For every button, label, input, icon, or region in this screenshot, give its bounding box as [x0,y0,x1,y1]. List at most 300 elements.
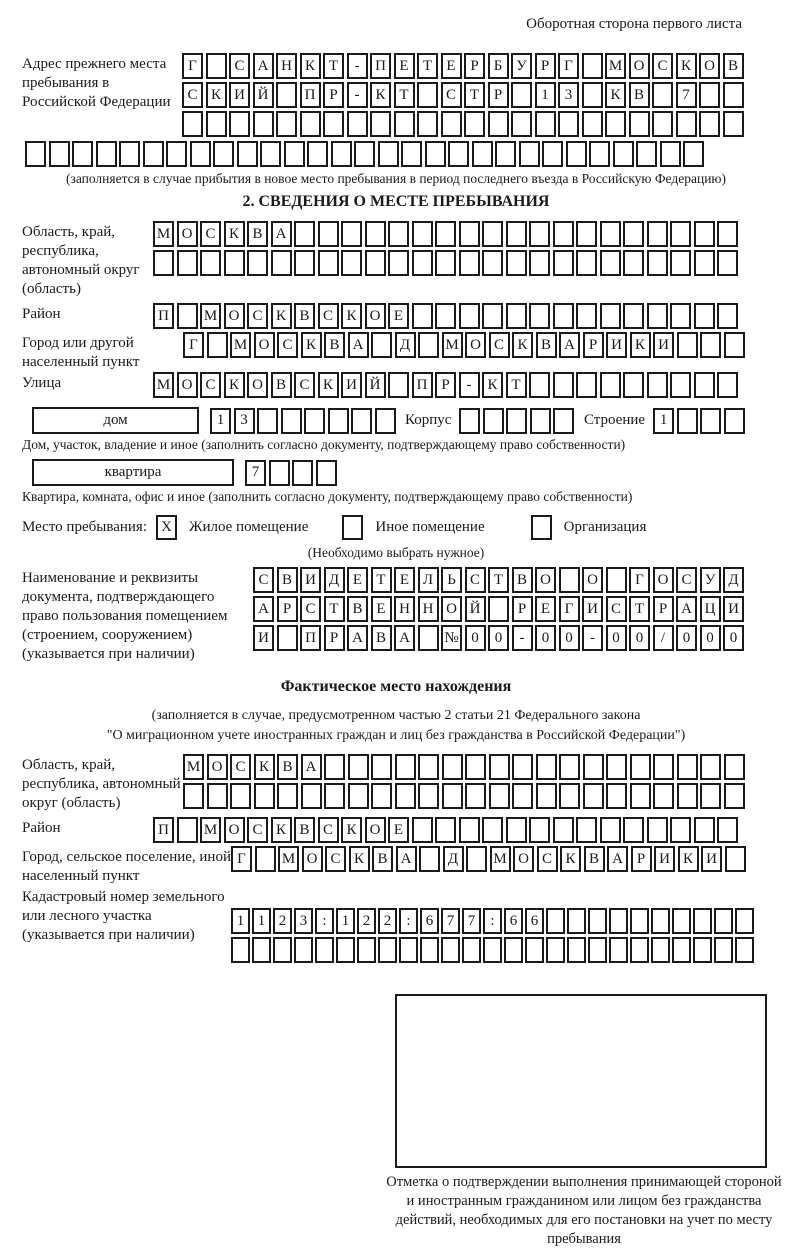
char-cell [529,221,550,247]
char-cell [341,221,362,247]
char-cell [412,817,433,843]
document-label: Наименование и реквизиты документа, подтверждающего право пользования помещением (строением, сооружением) (указывается при наличии) [22,570,228,662]
char-cell: / [653,625,674,651]
korpus-row [459,408,577,434]
char-cell [553,250,574,276]
char-cell [252,937,271,963]
district-row [153,303,741,329]
char-cell [465,783,486,809]
char-cell [323,111,344,137]
char-cell [694,817,715,843]
char-cell [553,303,574,329]
prev-address-row-1 [182,53,746,79]
city-row [183,332,747,358]
char-cell: В [536,332,557,358]
actual-location-title: Фактическое место нахождения [280,678,512,695]
char-cell [735,937,754,963]
char-cell [717,250,738,276]
char-cell: В [584,846,605,872]
char-cell: К [341,303,362,329]
char-cell: Т [371,567,392,593]
char-cell [257,408,278,434]
char-cell: В [371,625,392,651]
char-cell: 7 [441,908,460,934]
char-cell [271,250,292,276]
char-cell [600,372,621,398]
document-row-3 [253,625,747,651]
char-cell [647,221,668,247]
char-cell [488,596,509,622]
char-cell: О [207,754,228,780]
char-cell: В [324,332,345,358]
char-cell: И [582,596,603,622]
char-cell [276,82,297,108]
char-cell: С [200,372,221,398]
char-cell [412,221,433,247]
char-cell [576,372,597,398]
char-cell: О [302,846,323,872]
char-cell: 3 [234,408,255,434]
char-cell [331,141,352,167]
char-cell [435,250,456,276]
char-cell: К [301,332,322,358]
char-cell: - [347,53,368,79]
char-cell: М [605,53,626,79]
char-cell: А [607,846,628,872]
cadastre-field [22,886,770,966]
char-cell [651,937,670,963]
char-cell [576,817,597,843]
cadastre-row-2 [231,937,756,963]
char-cell: К [630,332,651,358]
char-cell [425,141,446,167]
char-cell [483,408,504,434]
char-cell [699,111,720,137]
char-cell [559,567,580,593]
char-cell: О [465,332,486,358]
char-cell [276,111,297,137]
char-cell: В [247,221,268,247]
char-cell [700,783,721,809]
char-cell: В [629,82,650,108]
char-cell [636,141,657,167]
char-cell: Д [443,846,464,872]
char-cell [647,250,668,276]
char-cell: Е [535,596,556,622]
char-cell [693,908,712,934]
char-cell: И [701,846,722,872]
char-cell [630,783,651,809]
char-cell [318,250,339,276]
char-cell [647,372,668,398]
char-cell [324,783,345,809]
char-cell: К [605,82,626,108]
char-cell [388,250,409,276]
checkbox-organization [531,515,552,540]
char-cell: Е [347,567,368,593]
char-cell [371,754,392,780]
char-cell: А [301,754,322,780]
char-cell [589,141,610,167]
char-cell [629,111,650,137]
char-cell [542,141,563,167]
char-cell: : [483,908,502,934]
char-cell: Р [653,596,674,622]
char-cell [365,250,386,276]
char-cell: К [224,221,245,247]
char-cell [269,460,290,486]
char-cell: У [511,53,532,79]
char-cell: Н [276,53,297,79]
char-cell: М [278,846,299,872]
char-cell [370,111,391,137]
char-cell [606,783,627,809]
char-cell: К [341,817,362,843]
char-cell [96,141,117,167]
char-cell [558,111,579,137]
char-cell [459,303,480,329]
char-cell: А [559,332,580,358]
actual-location-subtitle-1: (заполняется в случае, предусмотренном частью 2 статьи 21 Федерального закона [151,708,641,723]
char-cell: К [271,817,292,843]
char-cell [506,221,527,247]
char-cell [576,303,597,329]
char-cell [529,303,550,329]
char-cell: М [230,332,251,358]
char-cell [724,332,745,358]
char-cell: М [200,817,221,843]
char-cell [723,82,744,108]
char-cell [482,250,503,276]
char-cell [582,53,603,79]
actual-region-label: Область, край, республика, автономный округ (область) [22,757,181,811]
char-cell [694,372,715,398]
char-cell: А [253,596,274,622]
char-cell [725,846,746,872]
flat-field [32,459,770,486]
char-cell [506,408,527,434]
char-cell [609,937,628,963]
char-cell: В [294,817,315,843]
actual-region-row-1 [183,754,747,780]
char-cell [441,111,462,137]
option-residential-label: Жилое помещение [189,519,309,535]
char-cell: С [182,82,203,108]
char-cell: С [537,846,558,872]
char-cell [300,111,321,137]
char-cell: 3 [558,82,579,108]
char-cell [717,372,738,398]
street-field [22,372,770,401]
char-cell: И [654,846,675,872]
char-cell: О [653,567,674,593]
char-cell [348,754,369,780]
char-cell: 0 [488,625,509,651]
char-cell [613,141,634,167]
char-cell: М [200,303,221,329]
char-cell: 0 [723,625,744,651]
char-cell [399,937,418,963]
char-cell: М [153,221,174,247]
char-cell [315,937,334,963]
char-cell [694,250,715,276]
char-cell: Т [464,82,485,108]
char-cell [530,408,551,434]
char-cell: В [372,846,393,872]
char-cell [567,937,586,963]
place-type-note: (Необходимо выбрать нужное) [307,545,485,560]
char-cell [677,754,698,780]
char-cell [206,111,227,137]
char-cell [600,303,621,329]
char-cell [724,783,745,809]
char-cell [553,372,574,398]
char-cell [347,111,368,137]
char-cell: О [441,596,462,622]
char-cell: К [678,846,699,872]
char-cell [206,53,227,79]
char-cell: 0 [606,625,627,651]
char-cell [304,408,325,434]
char-cell [647,817,668,843]
char-cell [670,221,691,247]
char-cell: 1 [336,908,355,934]
house-field [32,407,770,434]
char-cell [166,141,187,167]
char-cell: 1 [252,908,271,934]
char-cell: Т [488,567,509,593]
char-cell [465,754,486,780]
char-cell: С [294,372,315,398]
char-cell: 1 [231,908,250,934]
char-cell [292,460,313,486]
char-cell [670,372,691,398]
char-cell [336,937,355,963]
char-cell [247,250,268,276]
char-cell: М [153,372,174,398]
char-cell [388,221,409,247]
char-cell [418,754,439,780]
char-cell: 7 [676,82,697,108]
char-cell: Т [324,596,345,622]
char-cell [623,303,644,329]
checkbox-residential [156,515,177,540]
char-cell: Р [535,53,556,79]
char-cell [653,783,674,809]
char-cell [435,303,456,329]
char-cell: В [277,567,298,593]
char-cell [677,332,698,358]
char-cell: К [482,372,503,398]
char-cell: А [347,625,368,651]
char-cell [699,82,720,108]
char-cell: О [254,332,275,358]
char-cell: С [652,53,673,79]
char-cell: Е [371,596,392,622]
char-cell [417,111,438,137]
char-cell [462,937,481,963]
actual-region-field [22,754,770,813]
char-cell: С [277,332,298,358]
char-cell [459,817,480,843]
char-cell [606,567,627,593]
char-cell [735,908,754,934]
char-cell [677,408,698,434]
char-cell: О [582,567,603,593]
char-cell: С [325,846,346,872]
char-cell: О [247,372,268,398]
char-cell [231,937,250,963]
char-cell: А [253,53,274,79]
char-cell [277,625,298,651]
char-cell [582,82,603,108]
document-row-2 [253,596,747,622]
char-cell [694,221,715,247]
char-cell: А [348,332,369,358]
char-cell [609,908,628,934]
char-cell [652,82,673,108]
char-cell: И [300,567,321,593]
prev-address-label: Адрес прежнего места пребывания в Российской Федерации [22,56,171,110]
char-cell: К [300,53,321,79]
char-cell [448,141,469,167]
char-cell: Е [388,817,409,843]
char-cell [724,754,745,780]
char-cell [482,303,503,329]
char-cell [536,783,557,809]
actual-city-label: Город, сельское поселение, иной населенный пункт [22,849,231,884]
char-cell: В [347,596,368,622]
char-cell: С [606,596,627,622]
char-cell [230,783,251,809]
char-cell: М [442,332,463,358]
char-cell [567,908,586,934]
city-label: Город или другой населенный пункт [22,335,140,370]
char-cell: - [512,625,533,651]
char-cell [466,846,487,872]
char-cell: 2 [273,908,292,934]
char-cell: 0 [629,625,650,651]
char-cell [700,754,721,780]
char-cell [559,754,580,780]
char-cell [412,250,433,276]
char-cell [630,908,649,934]
char-cell: К [560,846,581,872]
char-cell: Е [441,53,462,79]
char-cell [255,846,276,872]
char-cell [588,908,607,934]
char-cell [177,250,198,276]
street-row [153,372,741,398]
char-cell: К [349,846,370,872]
char-cell [357,937,376,963]
char-cell: 0 [465,625,486,651]
char-cell [348,783,369,809]
char-cell: Т [506,372,527,398]
char-cell: И [253,625,274,651]
char-cell: В [512,567,533,593]
char-cell: - [347,82,368,108]
char-cell: С [465,567,486,593]
district-field [22,303,770,332]
char-cell [714,937,733,963]
char-cell: 0 [559,625,580,651]
char-cell [307,141,328,167]
place-type-label: Место пребывания: [22,519,147,535]
char-cell [693,937,712,963]
char-cell [401,141,422,167]
char-cell [700,332,721,358]
char-cell [442,783,463,809]
prev-address-note: (заполняется в случае прибытия в новое место пребывания в период последнего въезда в Российскую Федерацию) [65,171,727,186]
document-row-1 [253,567,747,593]
char-cell: Т [394,82,415,108]
char-cell: - [582,625,603,651]
char-cell [237,141,258,167]
region-row-2 [153,250,741,276]
char-cell: Г [559,596,580,622]
char-cell [600,250,621,276]
char-cell: 7 [462,908,481,934]
char-cell: М [183,754,204,780]
char-cell [435,221,456,247]
checkbox-other-premises [342,515,363,540]
char-cell: Р [583,332,604,358]
char-cell [623,221,644,247]
char-cell: : [315,908,334,934]
char-cell: П [300,82,321,108]
char-cell [143,141,164,167]
char-cell: - [459,372,480,398]
char-cell: И [606,332,627,358]
char-cell [351,408,372,434]
prev-address-overflow-row [25,141,770,167]
char-cell [472,141,493,167]
char-cell: У [700,567,721,593]
char-cell [284,141,305,167]
char-cell: 6 [504,908,523,934]
char-cell [576,221,597,247]
char-cell: О [177,221,198,247]
char-cell: Н [418,596,439,622]
char-cell: С [300,596,321,622]
checkbox-residential-mark: X [161,519,172,535]
char-cell [647,303,668,329]
char-cell [395,754,416,780]
char-cell [600,817,621,843]
city-field [22,332,770,372]
char-cell [294,937,313,963]
char-cell: Е [394,567,415,593]
char-cell [183,783,204,809]
char-cell [224,250,245,276]
char-cell [714,908,733,934]
stroenie-row [653,408,747,434]
char-cell [623,817,644,843]
char-cell: С [229,53,250,79]
char-cell [535,111,556,137]
char-cell: А [676,596,697,622]
char-cell [273,937,292,963]
char-cell: И [341,372,362,398]
char-cell [354,141,375,167]
char-cell [375,408,396,434]
char-cell: И [653,332,674,358]
char-cell [724,408,745,434]
char-cell: С [676,567,697,593]
char-cell [260,141,281,167]
char-cell: 2 [378,908,397,934]
